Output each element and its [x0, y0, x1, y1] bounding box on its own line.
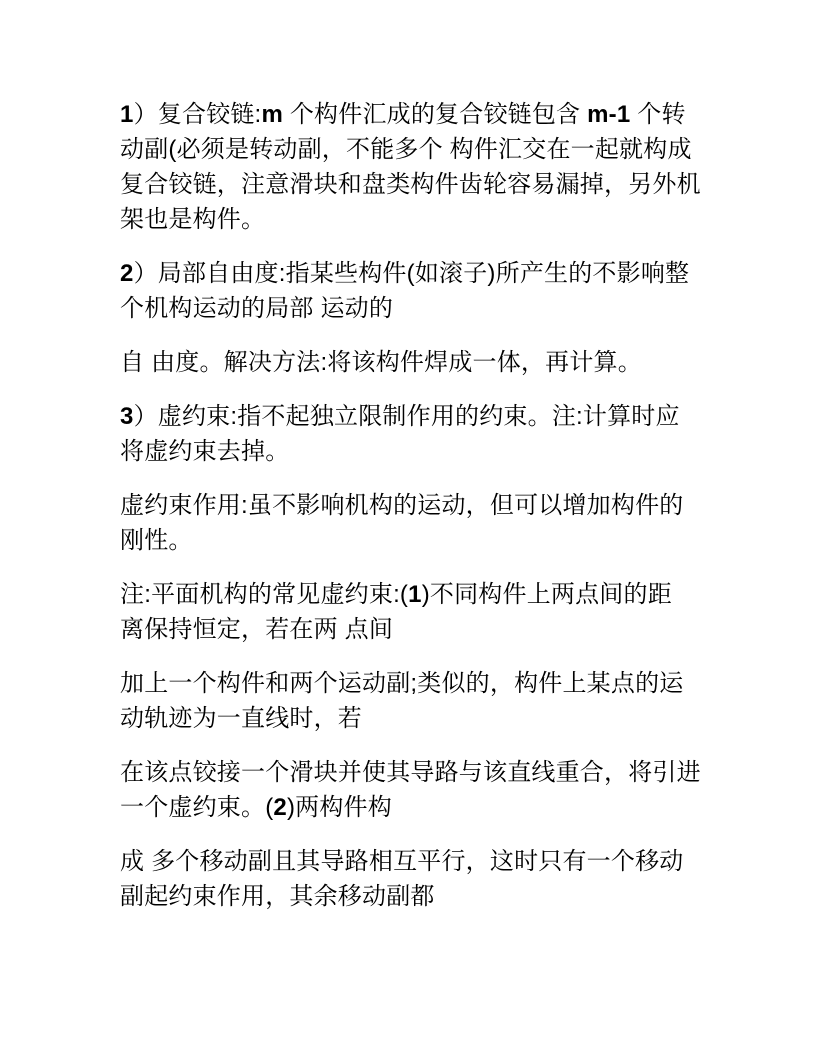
- text-segment: )不同构件上两点间的距: [421, 581, 672, 608]
- text-segment: 个转: [630, 101, 686, 128]
- text-segment: 注:平面机构的常见虚约束:(: [120, 581, 409, 608]
- text-line: [120, 97, 704, 132]
- text-segment: 虚约束作用:虽不影响机构的运动，但可以增加构件的: [120, 492, 684, 519]
- text-line: [120, 202, 704, 237]
- text-segment: 自 由度。解决方法:将该构件焊成一体，再计算。: [120, 349, 642, 376]
- text-line: [120, 612, 704, 647]
- text-line: [120, 167, 704, 202]
- bold-text-segment: 3: [120, 403, 134, 430]
- paragraph: [120, 256, 704, 326]
- text-segment: )两构件构: [286, 794, 392, 821]
- text-segment: ）局部自由度:指某些构件(如滚子)所产生的不影响整: [133, 260, 690, 287]
- text-line: [120, 577, 704, 612]
- text-line: [120, 701, 704, 736]
- paragraph: [120, 399, 704, 469]
- text-line: [120, 345, 704, 380]
- bold-text-segment: 1: [408, 581, 422, 608]
- text-segment: 离保持恒定，若在两 点间: [120, 616, 394, 643]
- text-segment: 加上一个构件和两个运动副;类似的，构件上某点的运: [120, 670, 684, 697]
- paragraph: [120, 844, 704, 914]
- text-segment: 一个虚约束。(: [120, 794, 274, 821]
- text-line: [120, 291, 704, 326]
- text-segment: 在该点铰接一个滑块并使其导路与该直线重合，将引进: [120, 759, 701, 786]
- bold-text-segment: 2: [120, 260, 134, 287]
- text-line: [120, 666, 704, 701]
- bold-text-segment: 1: [120, 101, 134, 128]
- text-line: [120, 132, 704, 167]
- text-segment: 动轨迹为一直线时，若: [120, 705, 362, 732]
- paragraph: [120, 97, 704, 237]
- text-segment: ）虚约束:指不起独立限制作用的约束。注:计算时应: [133, 403, 680, 430]
- text-line: [120, 879, 704, 914]
- paragraph: [120, 577, 704, 647]
- bold-text-segment: 2: [273, 794, 287, 821]
- text-segment: 个构件汇成的复合铰链包含: [282, 101, 588, 128]
- text-segment: 动副(必须是转动副，不能多个 构件汇交在一起就构成: [120, 136, 692, 163]
- paragraph: [120, 666, 704, 736]
- text-segment: 副起约束作用，其余移动副都: [120, 883, 435, 910]
- text-line: [120, 844, 704, 879]
- text-line: [120, 488, 704, 523]
- text-segment: 成 多个移动副且其导路相互平行，这时只有一个移动: [120, 848, 684, 875]
- text-segment: ）复合铰链:: [133, 101, 262, 128]
- text-line: [120, 755, 704, 790]
- text-line: [120, 399, 704, 434]
- text-line: [120, 790, 704, 825]
- paragraph: [120, 488, 704, 558]
- text-segment: 架也是构件。: [120, 206, 266, 233]
- text-line: [120, 523, 704, 558]
- bold-text-segment: m: [261, 101, 283, 128]
- text-segment: 个机构运动的局部 运动的: [120, 295, 394, 322]
- text-segment: 将虚约束去掉。: [120, 438, 290, 465]
- document-content: [120, 97, 704, 933]
- bold-text-segment: m-1: [587, 101, 631, 128]
- text-segment: 复合铰链，注意滑块和盘类构件齿轮容易漏掉，另外机: [120, 171, 701, 198]
- paragraph: [120, 755, 704, 825]
- text-line: [120, 434, 704, 469]
- paragraph: [120, 345, 704, 380]
- text-segment: 刚性。: [120, 527, 193, 554]
- text-line: [120, 256, 704, 291]
